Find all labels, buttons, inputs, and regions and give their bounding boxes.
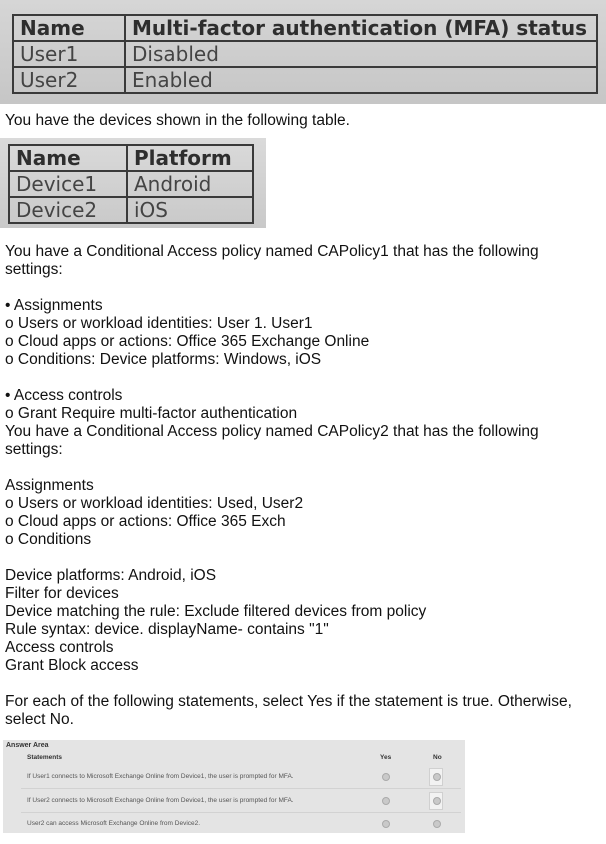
instructions: For each of the following statements, select Yes if the statement is true. Otherwise,: [5, 693, 572, 710]
statement-1-yes-radio[interactable]: [382, 773, 390, 781]
devices-table-image: [0, 138, 266, 228]
cell-mfa-status: Enabled: [125, 67, 597, 93]
policy2-device-matching: Device matching the rule: Exclude filtered devices from policy: [5, 603, 427, 620]
policy1-conditions: o Conditions: Device platforms: Windows, iOS: [5, 351, 322, 368]
statement-2: If User2 connects to Microsoft Exchange Online from Device1, the user is prompted for MFA.: [27, 797, 294, 804]
row-divider: [21, 812, 461, 813]
policy2-device-platforms: Device platforms: Android, iOS: [5, 567, 217, 584]
cell-device-name: Device1: [9, 171, 127, 197]
devices-intro-text: You have the devices shown in the following table.: [5, 112, 350, 129]
policy2-grant: Grant Block access: [5, 657, 139, 674]
table-row: [9, 197, 253, 223]
yes-header: Yes: [380, 754, 392, 761]
users-mfa-table-image: [0, 0, 606, 104]
policy2-intro-cont: settings:: [5, 441, 63, 458]
statement-2-yes-radio[interactable]: [382, 797, 390, 805]
policy2-users: o Users or workload identities: Used, User2: [5, 495, 304, 512]
policy2-intro: You have a Conditional Access policy named CAPolicy2 that has the following: [5, 423, 539, 440]
answer-area: [3, 740, 465, 833]
table-header-row: [9, 145, 253, 171]
statement-1-no-radio[interactable]: [433, 773, 441, 781]
table-row: [13, 41, 597, 67]
policy1-access-controls: • Access controls: [5, 387, 123, 404]
column-header-platform: Platform: [127, 145, 253, 171]
policy1-intro: You have a Conditional Access policy named CAPolicy1 that has the following: [5, 243, 539, 260]
table-row: [9, 171, 253, 197]
cell-user-name: User2: [13, 67, 125, 93]
statement-1: If User1 connects to Microsoft Exchange Online from Device1, the user is prompted for MFA.: [27, 773, 294, 780]
column-header-mfa-status: Multi-factor authentication (MFA) status: [125, 15, 597, 41]
instructions-cont: select No.: [5, 711, 74, 728]
policy1-assignments: • Assignments: [5, 297, 103, 314]
policy2-rule-syntax: Rule syntax: device. displayName- contains "1": [5, 621, 329, 638]
statement-3: User2 can access Microsoft Exchange Online from Device2.: [27, 820, 201, 827]
policy2-apps: o Cloud apps or actions: Office 365 Exch: [5, 513, 286, 530]
column-header-name: Name: [13, 15, 125, 41]
policy1-grant: o Grant Require multi-factor authentication: [5, 405, 298, 422]
cell-mfa-status: Disabled: [125, 41, 597, 67]
statement-2-no-radio[interactable]: [433, 797, 441, 805]
policy2-conditions: o Conditions: [5, 531, 92, 548]
cell-device-name: Device2: [9, 197, 127, 223]
answer-area-title: Answer Area: [6, 742, 49, 749]
policy1-users: o Users or workload identities: User 1. User1: [5, 315, 313, 332]
row-divider: [21, 788, 461, 789]
users-mfa-table: [12, 14, 598, 94]
policy2-assignments: Assignments: [5, 477, 94, 494]
policy1-apps: o Cloud apps or actions: Office 365 Exchange Online: [5, 333, 370, 350]
cell-platform: Android: [127, 171, 253, 197]
cell-platform: iOS: [127, 197, 253, 223]
policy2-filter: Filter for devices: [5, 585, 119, 602]
policy1-intro-cont: settings:: [5, 261, 63, 278]
policy2-access-controls: Access controls: [5, 639, 114, 656]
no-header: No: [433, 754, 442, 761]
statement-3-yes-radio[interactable]: [382, 820, 390, 828]
column-header-name: Name: [9, 145, 127, 171]
statements-header: Statements: [27, 754, 63, 761]
table-header-row: [13, 15, 597, 41]
statement-3-no-radio[interactable]: [433, 820, 441, 828]
cell-user-name: User1: [13, 41, 125, 67]
table-row: [13, 67, 597, 93]
devices-table: [8, 144, 254, 224]
